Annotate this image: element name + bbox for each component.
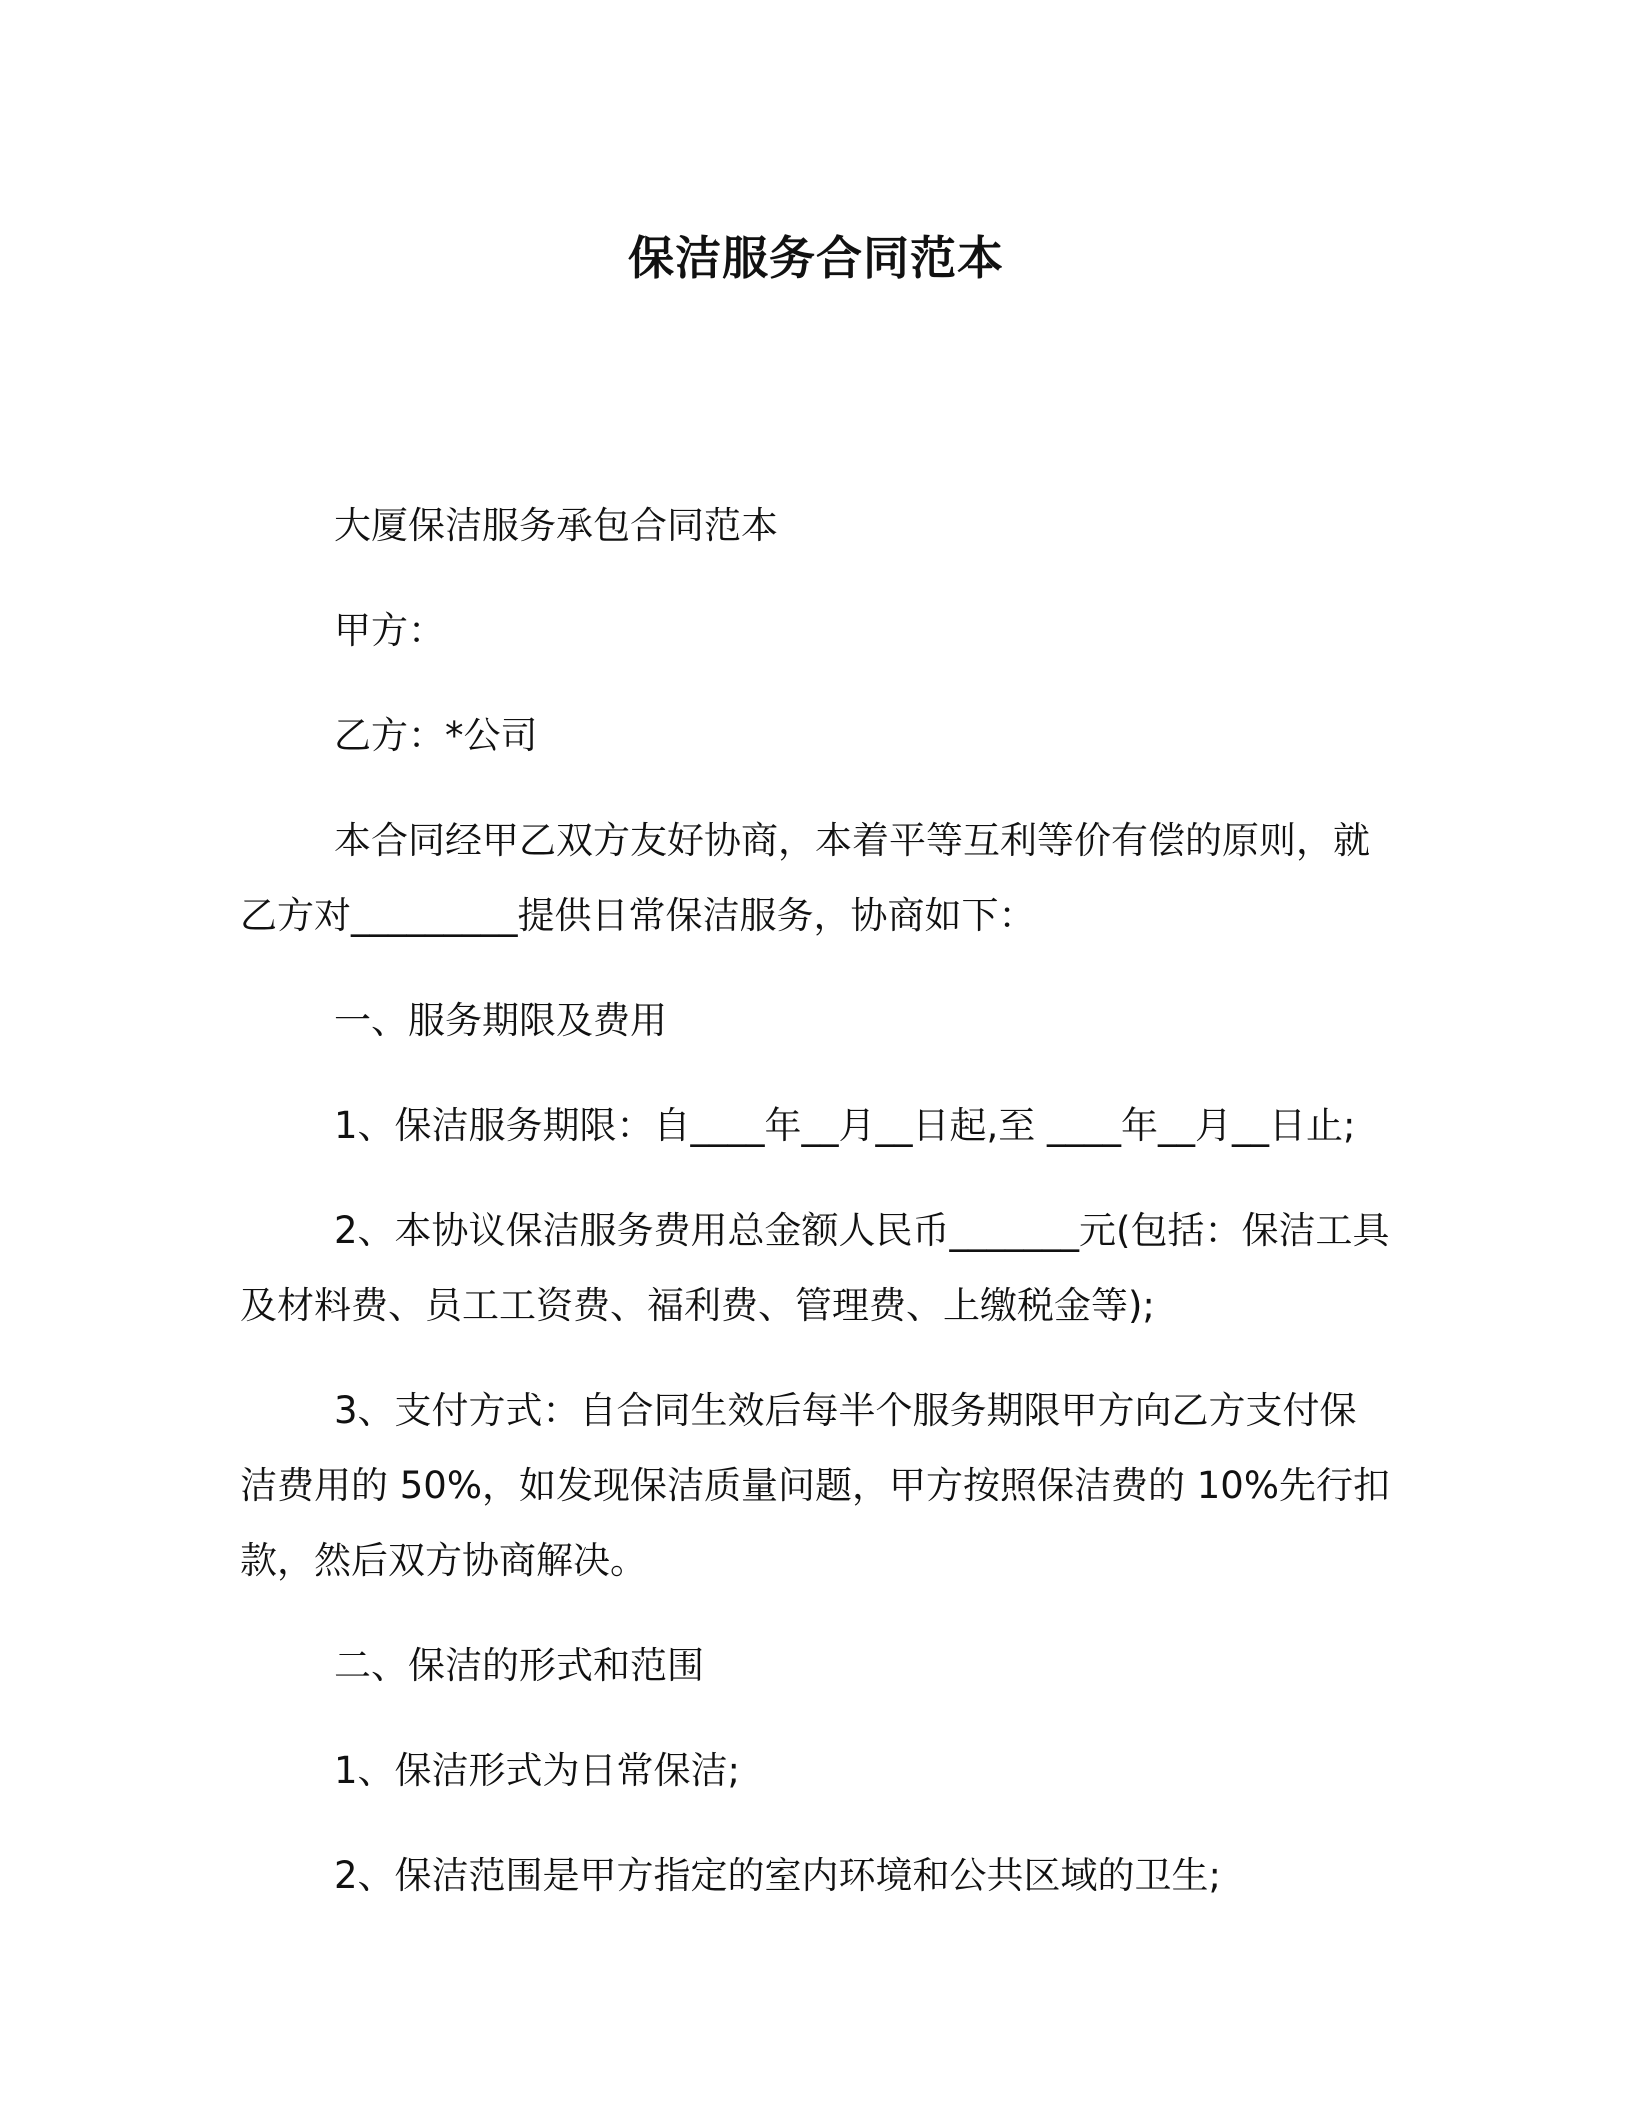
section-heading-form-scope: 二、保洁的形式和范围 <box>334 1644 704 1687</box>
paragraph-preamble: 本合同经甲乙双方友好协商，本着平等互利等价有偿的原则，就乙方对_________提供日常保洁服务，协商如下： <box>240 819 1370 937</box>
paragraph-subtitle: 大厦保洁服务承包合同范本 <box>334 504 778 547</box>
clause-cleaning-scope: 2、保洁范围是甲方指定的室内环境和公共区域的卫生; <box>334 1854 1222 1897</box>
document-title: 保洁服务合同范本 <box>628 231 1004 285</box>
clause-service-term: 1、保洁服务期限：自____年__月__日起,至 ____年__月__日止; <box>334 1104 1356 1147</box>
document-body <box>240 488 1390 1943</box>
clause-payment-method: 3、支付方式：自合同生效后每半个服务期限甲方向乙方支付保洁费用的 50%，如发现保洁质量问题，甲方按照保洁费的 10%先行扣款，然后双方协商解决。 <box>240 1389 1390 1582</box>
paragraph-party-a: 甲方： <box>334 609 445 652</box>
paragraph-party-b: 乙方：*公司 <box>334 714 538 757</box>
clause-service-fee: 2、本协议保洁服务费用总金额人民币_______元(包括：保洁工具及材料费、员工工资费、福利费、管理费、上缴税金等); <box>240 1209 1390 1327</box>
section-heading-term-fee: 一、服务期限及费用 <box>334 999 667 1042</box>
clause-cleaning-form: 1、保洁形式为日常保洁; <box>334 1749 741 1792</box>
